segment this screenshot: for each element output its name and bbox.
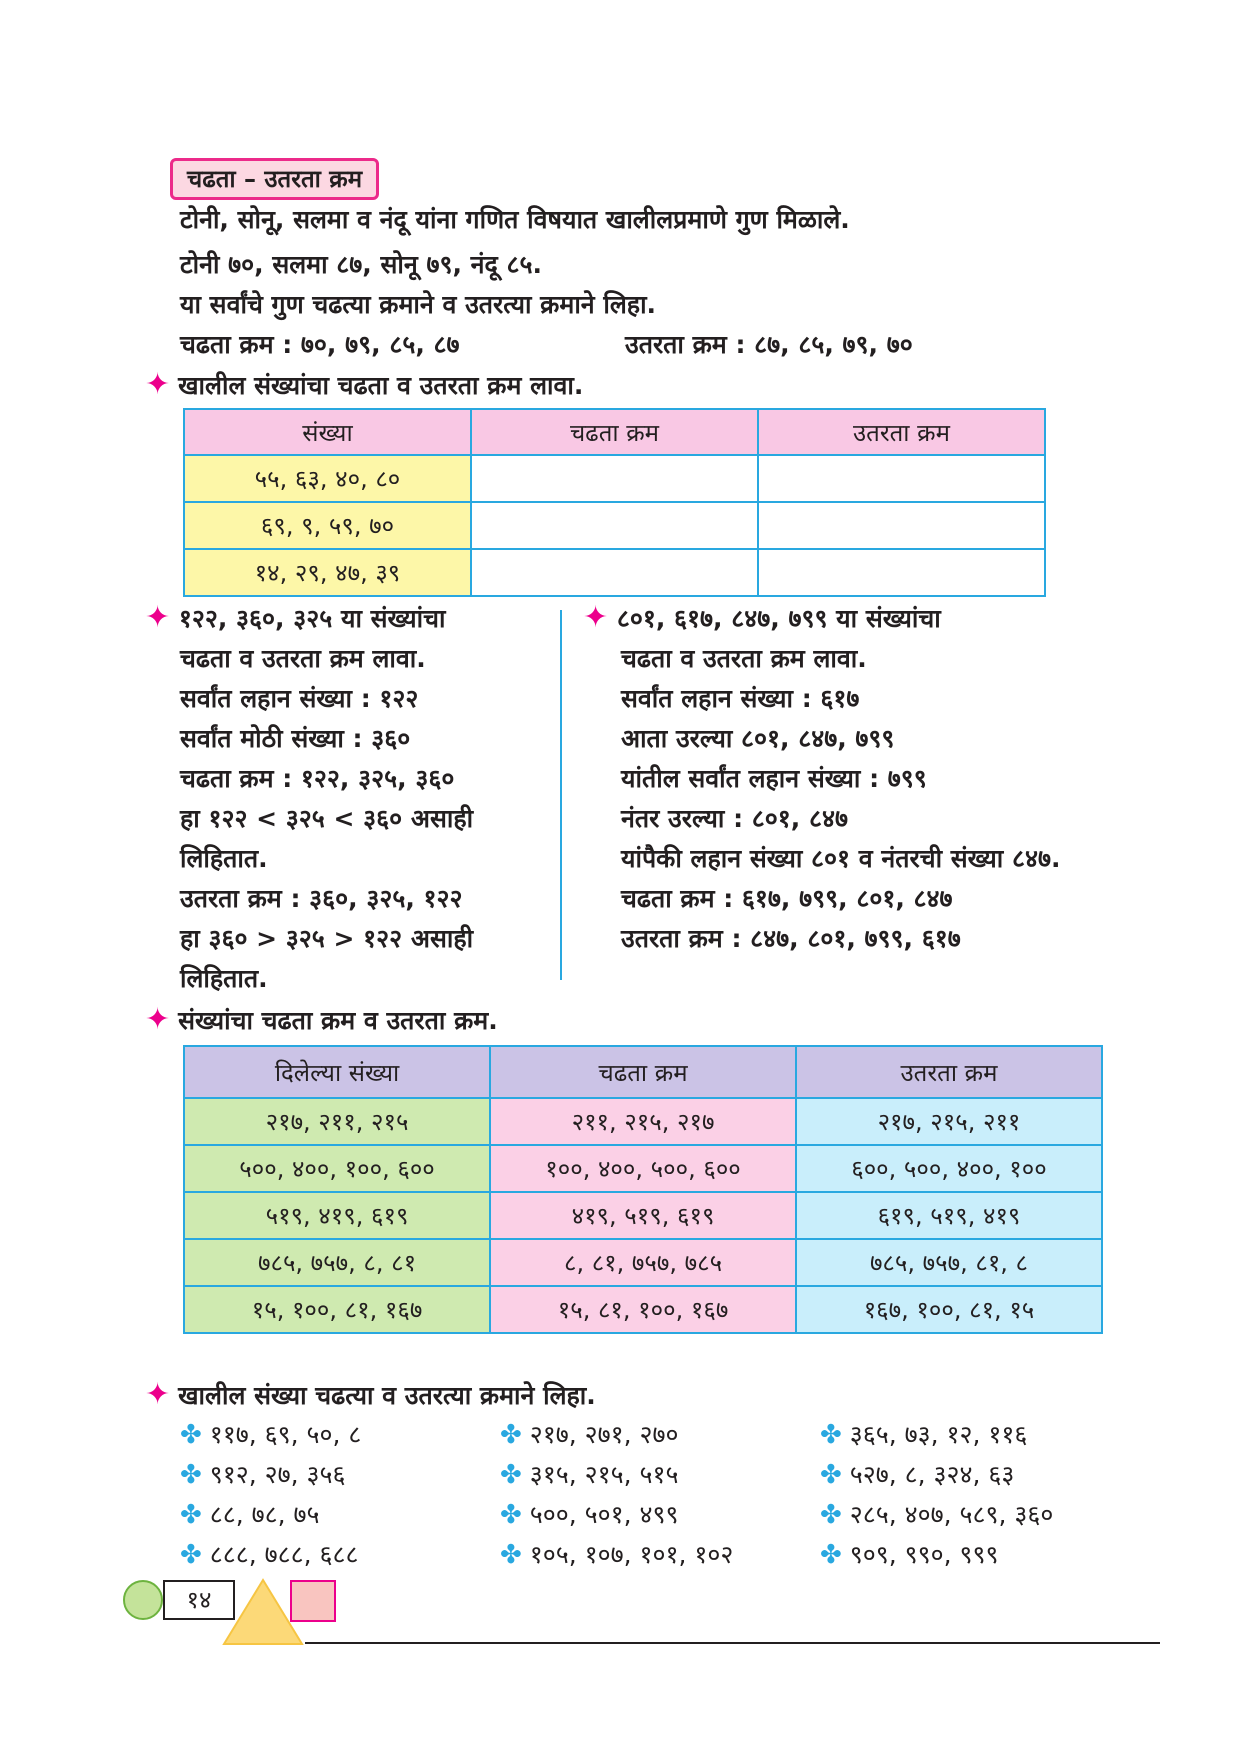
given-cell: ५१९, ४१९, ६१९ bbox=[184, 1192, 490, 1239]
star-bullet-icon: ✦ bbox=[145, 367, 171, 402]
exercise-item: २८५, ४०७, ५८९, ३६० bbox=[849, 1500, 1054, 1529]
given-cell: २१७, २११, २१५ bbox=[184, 1098, 490, 1145]
example-right: ✦ ८०१, ६१७, ८४७, ७९९ या संख्यांचा चढता व उतरता क्रम लावा. सर्वांत लहान संख्या : ६१७ आता उरल्या ८०१, ८४७, ७९९ यांतील सर्वांत लहान संख्या : ७९९ नंतर उरल्या : ८०१, ८४७ यांपैकी लहान संख्या ८०१ व नंतरची संख्या ८४७. चढता क्रम : ६१७, ७९९, ८०१, ८४७ उतरता क्रम : ८४७, ८०१, ७९९, ६१७ bbox=[583, 598, 1060, 959]
table-row bbox=[184, 1192, 1102, 1239]
intro-line-3: या सर्वांचे गुण चढत्या क्रमाने व उतरत्या क्रमाने लिहा. bbox=[180, 290, 657, 319]
descending-cell: १६७, १००, ८१, १५ bbox=[796, 1286, 1102, 1333]
example-right-line: आता उरल्या ८०१, ८४७, ७९९ bbox=[621, 724, 895, 753]
intro-descending: उतरता क्रम : ८७, ८५, ७९, ७० bbox=[625, 330, 913, 359]
table1-asc-answer-cell[interactable] bbox=[471, 549, 758, 596]
task3-heading: ✦ खालील संख्या चढत्या व उतरत्या क्रमाने लिहा. bbox=[145, 1377, 596, 1412]
example-left-line: हा ३६० > ३२५ > १२२ असाही bbox=[180, 924, 474, 953]
example-left-line: सर्वांत मोठी संख्या : ३६० bbox=[180, 724, 411, 753]
table1-header-desc: उतरता क्रम bbox=[758, 409, 1045, 455]
example-right-line: चढता व उतरता क्रम लावा. bbox=[621, 644, 867, 673]
example-left-line: चढता क्रम : १२२, ३२५, ३६० bbox=[180, 764, 455, 793]
star-bullet-icon: ✦ bbox=[145, 600, 171, 635]
table1-numbers-cell: १४, २९, ४७, ३९ bbox=[184, 549, 471, 596]
ascending-cell: १००, ४००, ५००, ६०० bbox=[490, 1145, 796, 1192]
given-cell: ५००, ४००, १००, ६०० bbox=[184, 1145, 490, 1192]
example-left-line: चढता व उतरता क्रम लावा. bbox=[180, 644, 426, 673]
clover-bullet-icon: ✤ bbox=[500, 1540, 522, 1570]
exercise-column-1 bbox=[180, 1415, 361, 1575]
clover-bullet-icon: ✤ bbox=[500, 1500, 522, 1530]
descending-cell: ६१९, ५१९, ४१९ bbox=[796, 1192, 1102, 1239]
circle-shape-icon bbox=[123, 1580, 163, 1620]
task1-heading: ✦ खालील संख्यांचा चढता व उतरता क्रम लावा. bbox=[145, 367, 584, 402]
ascending-cell: १५, ८१, १००, १६७ bbox=[490, 1286, 796, 1333]
star-bullet-icon: ✦ bbox=[583, 600, 609, 635]
table2-header-given: दिलेल्या संख्या bbox=[184, 1046, 490, 1098]
given-cell: ७८५, ७५७, ८, ८१ bbox=[184, 1239, 490, 1286]
clover-bullet-icon: ✤ bbox=[180, 1500, 202, 1530]
descending-cell: ७८५, ७५७, ८१, ८ bbox=[796, 1239, 1102, 1286]
example-left-line: उतरता क्रम : ३६०, ३२५, १२२ bbox=[180, 884, 463, 913]
example-right-line: सर्वांत लहान संख्या : ६१७ bbox=[621, 684, 860, 713]
exercise-item: ५२७, ८, ३२४, ६३ bbox=[849, 1460, 1015, 1489]
solved-table bbox=[183, 1045, 1103, 1334]
descending-cell: ६००, ५००, ४००, १०० bbox=[796, 1145, 1102, 1192]
example-left-line: सर्वांत लहान संख्या : १२२ bbox=[180, 684, 419, 713]
example-left-line: लिहितात. bbox=[180, 964, 268, 993]
star-bullet-icon: ✦ bbox=[145, 1002, 171, 1037]
footer-rule bbox=[305, 1642, 1160, 1644]
exercise-item: ८८, ७८, ७५ bbox=[209, 1500, 320, 1529]
clover-bullet-icon: ✤ bbox=[820, 1420, 842, 1450]
star-bullet-icon: ✦ bbox=[145, 1377, 171, 1412]
example-left-line: लिहितात. bbox=[180, 844, 268, 873]
exercise-column-3 bbox=[820, 1415, 1053, 1575]
clover-bullet-icon: ✤ bbox=[820, 1500, 842, 1530]
clover-bullet-icon: ✤ bbox=[180, 1540, 202, 1570]
intro-line-2: टोनी ७०, सलमा ८७, सोनू ७९, नंदू ८५. bbox=[180, 250, 543, 279]
exercise-item: ३१५, २१५, ५१५ bbox=[529, 1460, 679, 1489]
example-right-line: चढता क्रम : ६१७, ७९९, ८०१, ८४७ bbox=[621, 884, 953, 913]
exercise-item: १०५, १०७, १०१, १०२ bbox=[529, 1540, 734, 1569]
exercise-item: ९१२, २७, ३५६ bbox=[209, 1460, 346, 1489]
section-tag: चढता – उतरता क्रम bbox=[170, 158, 379, 200]
ascending-cell: ८, ८१, ७५७, ७८५ bbox=[490, 1239, 796, 1286]
intro-ascending: चढता क्रम : ७०, ७९, ८५, ८७ bbox=[180, 330, 460, 359]
practice-table bbox=[183, 408, 1046, 597]
table1-header-asc: चढता क्रम bbox=[471, 409, 758, 455]
clover-bullet-icon: ✤ bbox=[820, 1460, 842, 1490]
table1-desc-answer-cell[interactable] bbox=[758, 549, 1045, 596]
clover-bullet-icon: ✤ bbox=[180, 1460, 202, 1490]
exercise-item: ३६५, ७३, १२, ११६ bbox=[849, 1420, 1028, 1449]
table-row bbox=[184, 1286, 1102, 1333]
exercise-item: ११७, ६९, ५०, ८ bbox=[209, 1420, 362, 1449]
example-right-line: उतरता क्रम : ८४७, ८०१, ७९९, ६१७ bbox=[621, 924, 961, 953]
table-row bbox=[184, 502, 1045, 549]
example-right-line: नंतर उरल्या : ८०१, ८४७ bbox=[621, 804, 848, 833]
table-row bbox=[184, 1239, 1102, 1286]
example-left-line: हा १२२ < ३२५ < ३६० असाही bbox=[180, 804, 474, 833]
table-row bbox=[184, 1098, 1102, 1145]
table1-numbers-cell: ५५, ६३, ४०, ८० bbox=[184, 455, 471, 502]
clover-bullet-icon: ✤ bbox=[820, 1540, 842, 1570]
task2-heading: ✦ संख्यांचा चढता क्रम व उतरता क्रम. bbox=[145, 1002, 498, 1037]
exercise-item: २१७, २७१, २७० bbox=[529, 1420, 679, 1449]
exercise-item: ८८८, ७८८, ६८८ bbox=[209, 1540, 359, 1569]
table1-asc-answer-cell[interactable] bbox=[471, 455, 758, 502]
descending-cell: २१७, २१५, २११ bbox=[796, 1098, 1102, 1145]
table1-asc-answer-cell[interactable] bbox=[471, 502, 758, 549]
intro-line-1: टोनी, सोनू, सलमा व नंदू यांना गणित विषयात खालीलप्रमाणे गुण मिळाले. bbox=[180, 205, 850, 234]
square-shape-icon bbox=[290, 1580, 336, 1622]
table-row bbox=[184, 455, 1045, 502]
table1-numbers-cell: ६९, ९, ५९, ७० bbox=[184, 502, 471, 549]
exercise-column-2 bbox=[500, 1415, 733, 1575]
given-cell: १५, १००, ८१, १६७ bbox=[184, 1286, 490, 1333]
example-left: ✦ १२२, ३६०, ३२५ या संख्यांचा चढता व उतरता क्रम लावा. सर्वांत लहान संख्या : १२२ सर्वांत मोठी संख्या : ३६० चढता क्रम : १२२, ३२५, ३६० हा १२२ < ३२५ < ३६० असाही लिहितात. उतरता क्रम : ३६०, ३२५, १२२ हा ३६० > ३२५ > १२२ असाही लिहितात. bbox=[145, 598, 473, 999]
example-right-line: यांपैकी लहान संख्या ८०१ व नंतरची संख्या ८४७. bbox=[621, 844, 1061, 873]
exercise-item: ५००, ५०१, ४९९ bbox=[529, 1500, 679, 1529]
example-right-line: यांतील सर्वांत लहान संख्या : ७९९ bbox=[621, 764, 927, 793]
table-row bbox=[184, 1145, 1102, 1192]
table2-header-asc: चढता क्रम bbox=[490, 1046, 796, 1098]
table1-desc-answer-cell[interactable] bbox=[758, 455, 1045, 502]
table2-header-desc: उतरता क्रम bbox=[796, 1046, 1102, 1098]
table1-header-numbers: संख्या bbox=[184, 409, 471, 455]
ascending-cell: २११, २१५, २१७ bbox=[490, 1098, 796, 1145]
exercise-item: ९०९, ९९०, ९९९ bbox=[849, 1540, 999, 1569]
clover-bullet-icon: ✤ bbox=[500, 1420, 522, 1450]
column-divider bbox=[560, 610, 562, 980]
table1-desc-answer-cell[interactable] bbox=[758, 502, 1045, 549]
ascending-cell: ४१९, ५१९, ६१९ bbox=[490, 1192, 796, 1239]
page-number: १४ bbox=[163, 1580, 235, 1620]
clover-bullet-icon: ✤ bbox=[180, 1420, 202, 1450]
clover-bullet-icon: ✤ bbox=[500, 1460, 522, 1490]
table-row bbox=[184, 549, 1045, 596]
